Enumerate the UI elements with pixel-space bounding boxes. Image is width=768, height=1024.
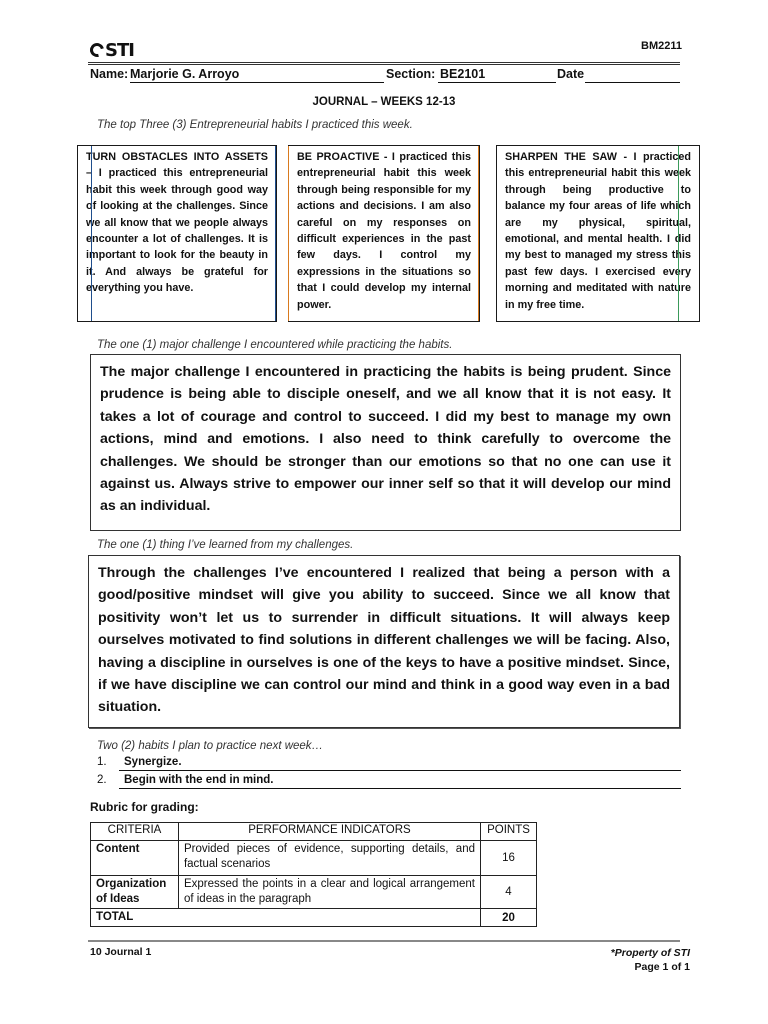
- habit-box-1: [77, 145, 277, 322]
- plans-prompt: Two (2) habits I plan to practice next week…: [97, 740, 324, 752]
- habit-2-title: BE PROACTIVE: [297, 151, 384, 163]
- habit-2-body: - I practiced this entrepreneurial habit this week through being responsible for my actions and decisions. I am also careful on my responses on difficult experiences in the past few days. I control my expressions in the situations so that I could develop my internal power.: [297, 151, 471, 311]
- habit-1-title: TURN OBSTACLES INTO ASSETS: [86, 151, 268, 163]
- name-value[interactable]: Marjorie G. Arroyo: [130, 67, 240, 81]
- document-code: BM2211: [641, 40, 682, 52]
- rubric-total-points: 20: [480, 909, 536, 927]
- habit-3-body: - I practiced this entrepreneurial habit this week through being productive to balance my four areas of life which are my physical, spiritual, emotional, and mental health. I did my best to managed my stress this past few days. I exercised every morning and meditated with nature in my free time.: [505, 151, 692, 311]
- section-value[interactable]: BE2101: [440, 67, 486, 81]
- rubric-points: 16: [480, 841, 536, 876]
- challenge-response[interactable]: The major challenge I encountered in practicing the habits is being prudent. Since prudence is being able to disciple oneself, and we all know that it is not easy. It takes a lot of courage and control to succeed. I did my best to manage my own actions, mind and emotions. I also need to think carefully to overcome the challenges. We should be stronger than our emotions so that no one can use it against us. Always strive to empower our inner self so that it will develop our mind as an individual.: [90, 354, 681, 531]
- info-row: [90, 67, 680, 85]
- rubric-header-row: [91, 823, 537, 841]
- habit-3-title: SHARPEN THE SAW: [505, 151, 624, 163]
- table-row: [91, 841, 537, 876]
- rubric-total-label: TOTAL: [91, 909, 481, 927]
- section-underline: [438, 82, 556, 83]
- rubric-points: 4: [480, 876, 536, 909]
- footer-right: [611, 946, 690, 974]
- section-label: Section:: [386, 67, 436, 81]
- plan-item-1[interactable]: 1. Synergize.: [97, 756, 681, 772]
- rubric-header-points: POINTS: [480, 823, 536, 841]
- learned-response[interactable]: Through the challenges I’ve encountered I realized that being a person with a good/positive mindset will give you ability to succeed. Since we all know that positivity won’t let us to surrender in difficult situations. It will always keep ourselves motivated to find solutions in different challenges we will be facing. Also, having a discipline in ourselves is one of the keys to have a positive mindset. Since, if we have discipline we can control our mind and think in a good way even in a bad situation.: [88, 555, 680, 728]
- habits-prompt: The top Three (3) Entrepreneurial habits I practiced this week.: [97, 119, 413, 131]
- sti-swirl-icon: [87, 40, 106, 59]
- rubric-criteria: Content: [91, 841, 179, 876]
- name-label: Name:: [90, 67, 129, 81]
- learned-prompt: The one (1) thing I’ve learned from my challenges.: [97, 539, 354, 551]
- logo-text: STI: [105, 39, 134, 61]
- rubric-indicator: Provided pieces of evidence, supporting details, and factual scenarios: [178, 841, 480, 876]
- rubric-indicator: Expressed the points in a clear and logical arrangement of ideas in the paragraph: [178, 876, 480, 909]
- plan-item-2[interactable]: 2. Begin with the end in mind.: [97, 774, 681, 790]
- habit-1-body: – I practiced this entrepreneurial habit this week through good way of looking at the challenges. Since we all know that we people always encounter a lot of challenges. It is important to look for the beauty in it. And always be grateful for everything you have.: [86, 167, 268, 295]
- sti-logo: [90, 37, 146, 63]
- rubric-header-indicators: PERFORMANCE INDICATORS: [178, 823, 480, 841]
- rubric-table: [90, 822, 537, 927]
- footer-property: *Property of STI: [610, 947, 690, 959]
- footer-page-number: Page 1 of 1: [634, 961, 690, 973]
- rubric-criteria: Organization of Ideas: [91, 876, 179, 909]
- habit-box-3: [496, 145, 700, 322]
- table-row: [91, 876, 537, 909]
- challenge-prompt: The one (1) major challenge I encountered while practicing the habits.: [97, 339, 453, 351]
- journal-title: JOURNAL – WEEKS 12-13: [312, 96, 456, 108]
- habit-box-2: [288, 145, 480, 322]
- date-underline[interactable]: [585, 82, 680, 83]
- header-divider: [88, 62, 680, 65]
- rubric-header-criteria: CRITERIA: [91, 823, 179, 841]
- date-label: Date: [557, 67, 585, 81]
- rubric-title: Rubric for grading:: [90, 800, 199, 814]
- rubric-total-row: [91, 909, 537, 927]
- footer-doc-id: 10 Journal 1: [90, 946, 152, 958]
- name-underline: [130, 82, 384, 83]
- footer-divider: [88, 940, 680, 942]
